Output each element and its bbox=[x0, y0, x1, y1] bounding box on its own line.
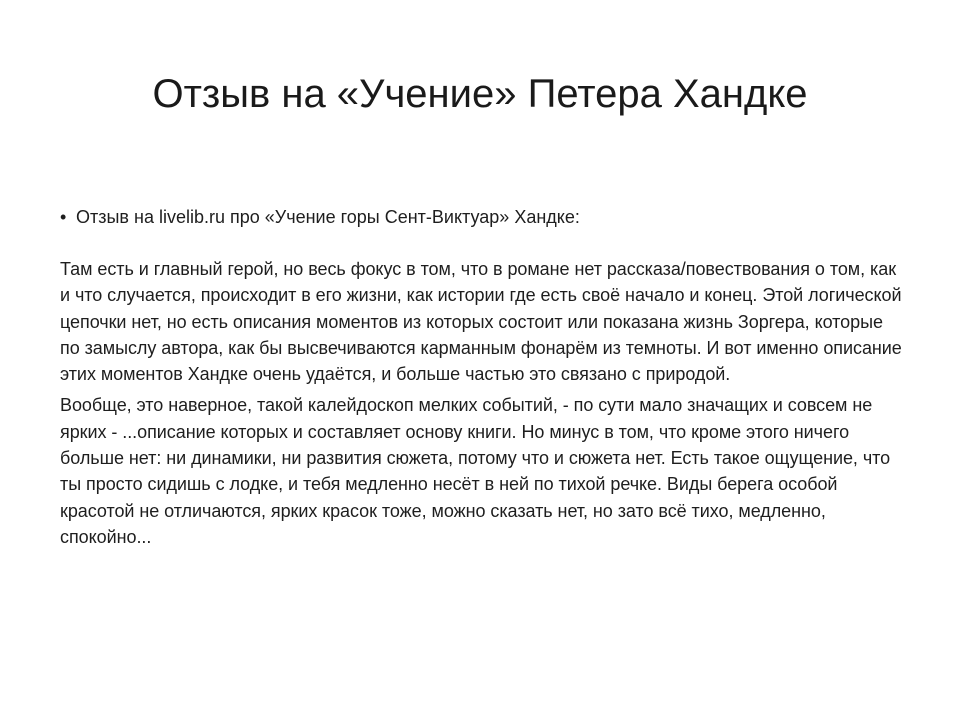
bullet-text: Отзыв на livelib.ru про «Учение горы Сент-Виктуар» Хандке: bbox=[76, 207, 580, 227]
review-paragraph-1: Там есть и главный герой, но весь фокус в том, что в романе нет рассказа/повествования о том, как и что случается, происходит в его жизни, как истории где есть своё начало и конец. Этой логической цепочки нет, но есть описания моментов из которых состоит или показана жизнь Зоргера, которые по замыслу автора, как бы высвечиваются карманным фонарём из темноты. И вот именно описание этих моментов Хандке очень удаётся, и больше частью это связано с природой. bbox=[60, 259, 902, 385]
review-paragraph-2: Вообще, это наверное, такой калейдоскоп мелких событий, - по сути мало значащих и совсем не ярких - ...описание которых и составляет основу книги. Но минус в том, что кроме этого ничего больше нет: ни динамики, ни развития сюжета, потому что и сюжета нет. Есть такое ощущение, что ты просто сидишь с лодке, и тебя медленно несёт в ней по тихой речке. Виды берега особой красотой не отличаются, ярких красок тоже, можно сказать нет, но зато всё тихо, медленно, спокойно... bbox=[60, 395, 891, 547]
slide-title: Отзыв на «Учение» Петера Хандке bbox=[152, 72, 808, 116]
bullet-item bbox=[60, 204, 906, 230]
slide-body bbox=[60, 204, 906, 555]
bullet-dot-icon: • bbox=[60, 207, 67, 227]
